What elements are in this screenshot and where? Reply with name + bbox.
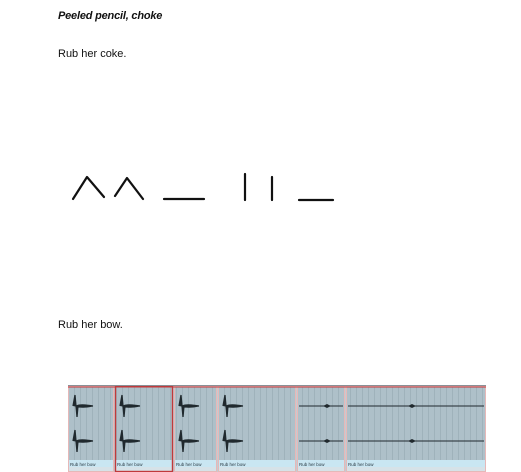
daw-clip-label: Rub her bow bbox=[348, 462, 374, 467]
daw-clip-label: Rub her bow bbox=[176, 462, 202, 467]
daw-clip[interactable] bbox=[174, 386, 217, 472]
daw-clip-strip[interactable] bbox=[68, 385, 486, 472]
instruction-bow: Rub her bow. bbox=[58, 319, 123, 331]
daw-clip-label: Rub her bow bbox=[70, 462, 96, 467]
daw-clip-label: Rub her bow bbox=[117, 462, 143, 467]
hand-drawn-notation bbox=[60, 165, 350, 215]
daw-clip[interactable] bbox=[68, 386, 114, 472]
instruction-coke: Rub her coke. bbox=[58, 48, 127, 60]
daw-clip-label: Rub her bow bbox=[299, 462, 325, 467]
caret-stroke-2 bbox=[115, 178, 143, 199]
caret-stroke-1 bbox=[73, 177, 104, 199]
daw-clip[interactable] bbox=[297, 386, 345, 472]
daw-clip[interactable] bbox=[346, 386, 486, 472]
daw-clip[interactable] bbox=[218, 386, 296, 472]
document-title: Peeled pencil, choke bbox=[58, 10, 163, 22]
daw-clip[interactable] bbox=[115, 386, 173, 472]
daw-clip-label: Rub her bow bbox=[220, 462, 246, 467]
